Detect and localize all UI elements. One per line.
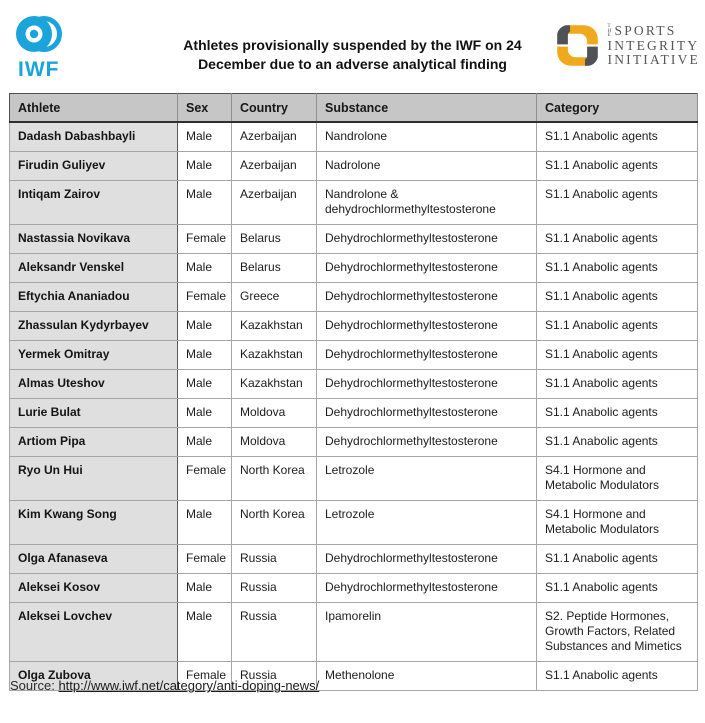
table-row <box>10 545 698 574</box>
cell-substance: Dehydrochlormethyltestosterone <box>317 428 537 457</box>
table-header-row <box>10 94 698 123</box>
cell-athlete: Artiom Pipa <box>10 428 178 457</box>
cell-category: S1.1 Anabolic agents <box>537 225 698 254</box>
cell-category: S1.1 Anabolic agents <box>537 662 698 691</box>
cell-substance: Nadrolone <box>317 152 537 181</box>
cell-category: S1.1 Anabolic agents <box>537 254 698 283</box>
cell-country: Azerbaijan <box>232 181 317 225</box>
iwf-logo <box>15 15 71 82</box>
source-link[interactable]: http://www.iwf.net/category/anti-doping-news/ <box>58 678 320 693</box>
cell-athlete: Olga Zubova <box>10 662 178 691</box>
cell-category: S1.1 Anabolic agents <box>537 428 698 457</box>
cell-country: Kazakhstan <box>232 312 317 341</box>
table-row <box>10 574 698 603</box>
tsi-integrity-label: INTEGRITY <box>607 37 700 53</box>
cell-substance: Ipamorelin <box>317 603 537 662</box>
cell-athlete: Zhassulan Kydyrbayev <box>10 312 178 341</box>
column-header-sex: Sex <box>178 94 232 123</box>
cell-category: S1.1 Anabolic agents <box>537 341 698 370</box>
column-header-substance: Substance <box>317 94 537 123</box>
cell-sex: Male <box>178 122 232 152</box>
cell-category: S2. Peptide Hormones, Growth Factors, Related Substances and Mimetics <box>537 603 698 662</box>
column-header-category: Category <box>537 94 698 123</box>
cell-country: Russia <box>232 574 317 603</box>
cell-country: Kazakhstan <box>232 341 317 370</box>
cell-athlete: Dadash Dabashbayli <box>10 122 178 152</box>
cell-athlete: Aleksei Kosov <box>10 574 178 603</box>
cell-country: North Korea <box>232 457 317 501</box>
cell-substance: Dehydrochlormethyltestosterone <box>317 283 537 312</box>
cell-category: S1.1 Anabolic agents <box>537 399 698 428</box>
tsi-sports-label: SPORTS <box>614 23 677 39</box>
table-row <box>10 603 698 662</box>
table-row <box>10 152 698 181</box>
table-row <box>10 399 698 428</box>
sports-integrity-initiative-logo <box>554 22 700 69</box>
cell-sex: Male <box>178 428 232 457</box>
cell-substance: Dehydrochlormethyltestosterone <box>317 399 537 428</box>
cell-country: Greece <box>232 283 317 312</box>
cell-substance: Dehydrochlormethyltestosterone <box>317 225 537 254</box>
cell-substance: Nandrolone & dehydrochlormethyltestosterone <box>317 181 537 225</box>
cell-athlete: Nastassia Novikava <box>10 225 178 254</box>
cell-category: S4.1 Hormone and Metabolic Modulators <box>537 457 698 501</box>
cell-country: Moldova <box>232 399 317 428</box>
table-row <box>10 283 698 312</box>
cell-substance: Letrozole <box>317 457 537 501</box>
cell-country: Moldova <box>232 428 317 457</box>
page-title <box>153 36 553 74</box>
cell-athlete: Lurie Bulat <box>10 399 178 428</box>
sports-integrity-initiative-text <box>608 24 700 67</box>
cell-athlete: Firudin Guliyev <box>10 152 178 181</box>
cell-sex: Female <box>178 457 232 501</box>
cell-sex: Male <box>178 399 232 428</box>
tsi-the-label: THE <box>607 24 612 39</box>
tsi-initiative-label: INITIATIVE <box>607 51 700 67</box>
cell-country: North Korea <box>232 501 317 545</box>
cell-substance: Dehydrochlormethyltestosterone <box>317 545 537 574</box>
sports-integrity-initiative-icon <box>554 22 601 69</box>
cell-sex: Male <box>178 254 232 283</box>
column-header-country: Country <box>232 94 317 123</box>
cell-country: Kazakhstan <box>232 370 317 399</box>
cell-country: Russia <box>232 603 317 662</box>
cell-sex: Male <box>178 152 232 181</box>
cell-category: S1.1 Anabolic agents <box>537 181 698 225</box>
table-row <box>10 254 698 283</box>
cell-country: Belarus <box>232 225 317 254</box>
cell-substance: Dehydrochlormethyltestosterone <box>317 574 537 603</box>
cell-athlete: Kim Kwang Song <box>10 501 178 545</box>
cell-substance: Dehydrochlormethyltestosterone <box>317 341 537 370</box>
cell-athlete: Aleksandr Venskel <box>10 254 178 283</box>
table-row <box>10 312 698 341</box>
cell-country: Belarus <box>232 254 317 283</box>
source-line <box>10 678 319 693</box>
cell-athlete: Eftychia Ananiadou <box>10 283 178 312</box>
column-header-athlete: Athlete <box>10 94 178 123</box>
page-title-line2: December due to an adverse analytical finding <box>198 56 507 72</box>
cell-category: S1.1 Anabolic agents <box>537 574 698 603</box>
cell-athlete: Aleksei Lovchev <box>10 603 178 662</box>
table-row <box>10 225 698 254</box>
cell-sex: Female <box>178 283 232 312</box>
page-header <box>0 0 705 92</box>
cell-substance: Methenolone <box>317 662 537 691</box>
table-row <box>10 122 698 152</box>
table-row <box>10 181 698 225</box>
cell-country: Azerbaijan <box>232 152 317 181</box>
cell-sex: Male <box>178 370 232 399</box>
cell-country: Russia <box>232 545 317 574</box>
cell-athlete: Intiqam Zairov <box>10 181 178 225</box>
cell-sex: Female <box>178 545 232 574</box>
table-row <box>10 501 698 545</box>
cell-sex: Male <box>178 603 232 662</box>
athletes-table <box>9 93 698 691</box>
cell-sex: Male <box>178 312 232 341</box>
cell-sex: Female <box>178 225 232 254</box>
source-label: Source: <box>10 678 55 693</box>
cell-country: Azerbaijan <box>232 122 317 152</box>
cell-category: S4.1 Hormone and Metabolic Modulators <box>537 501 698 545</box>
cell-category: S1.1 Anabolic agents <box>537 283 698 312</box>
cell-category: S1.1 Anabolic agents <box>537 312 698 341</box>
athletes-table-body <box>10 122 698 691</box>
cell-substance: Dehydrochlormethyltestosterone <box>317 254 537 283</box>
cell-athlete: Olga Afanaseva <box>10 545 178 574</box>
cell-country: Russia <box>232 662 317 691</box>
table-row <box>10 428 698 457</box>
table-row <box>10 370 698 399</box>
cell-substance: Dehydrochlormethyltestosterone <box>317 370 537 399</box>
cell-sex: Male <box>178 341 232 370</box>
cell-sex: Male <box>178 574 232 603</box>
cell-sex: Male <box>178 181 232 225</box>
cell-sex: Male <box>178 501 232 545</box>
cell-athlete: Ryo Un Hui <box>10 457 178 501</box>
cell-athlete: Yermek Omitray <box>10 341 178 370</box>
iwf-logo-text: IWF <box>18 58 60 81</box>
cell-substance: Dehydrochlormethyltestosterone <box>317 312 537 341</box>
page-title-line1: Athletes provisionally suspended by the IWF on 24 <box>183 37 522 53</box>
table-row <box>10 341 698 370</box>
cell-sex: Female <box>178 662 232 691</box>
cell-category: S1.1 Anabolic agents <box>537 122 698 152</box>
cell-athlete: Almas Uteshov <box>10 370 178 399</box>
cell-substance: Letrozole <box>317 501 537 545</box>
cell-category: S1.1 Anabolic agents <box>537 545 698 574</box>
table-row <box>10 457 698 501</box>
cell-category: S1.1 Anabolic agents <box>537 152 698 181</box>
iwf-logo-icon <box>15 15 67 55</box>
cell-substance: Nandrolone <box>317 122 537 152</box>
cell-category: S1.1 Anabolic agents <box>537 370 698 399</box>
